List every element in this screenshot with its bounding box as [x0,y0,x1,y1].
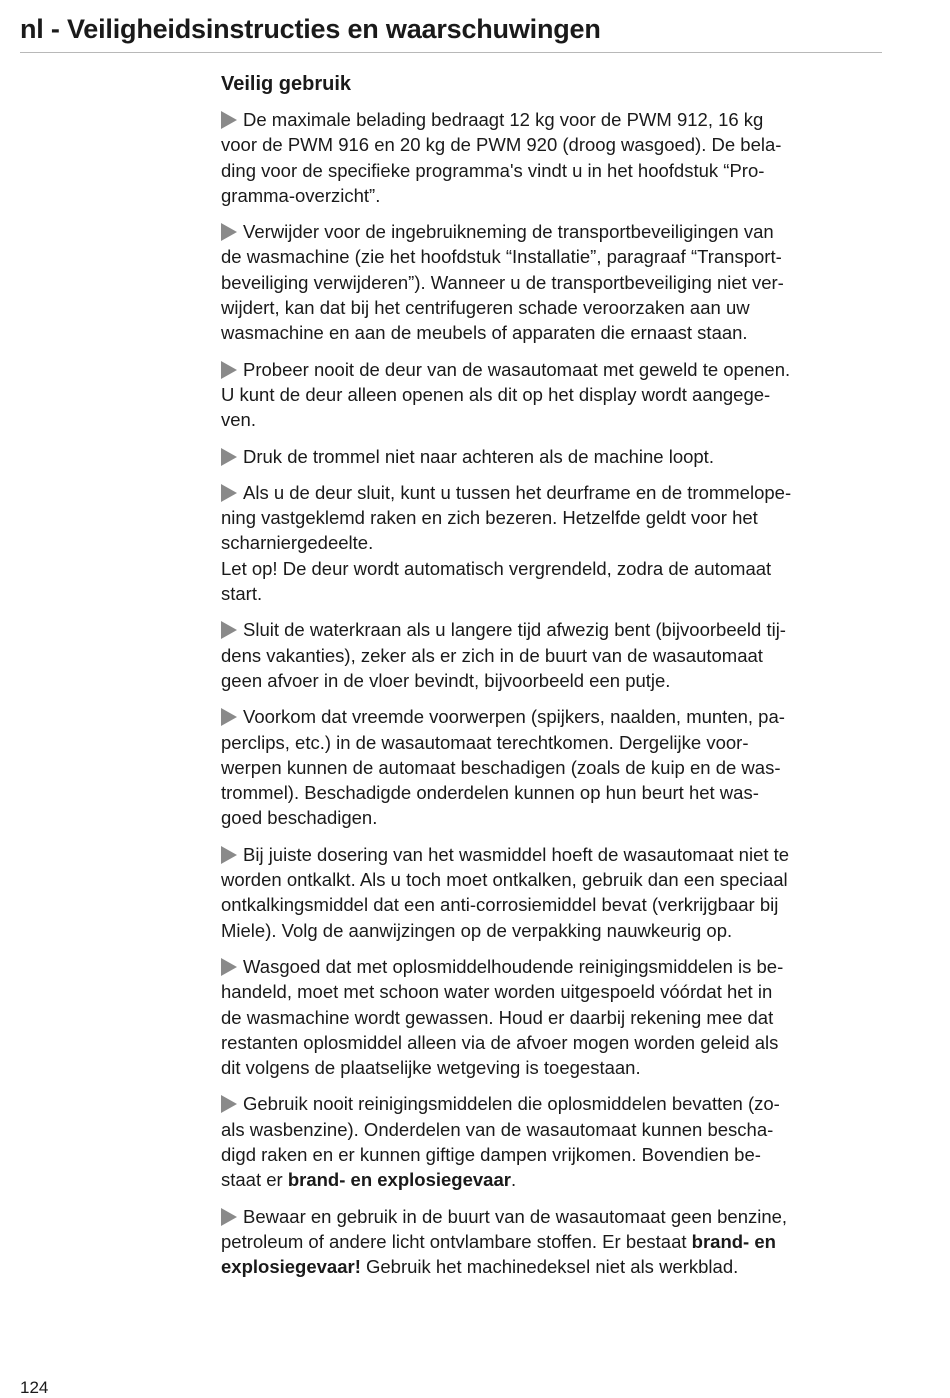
triangle-bullet-icon [221,1095,237,1113]
paragraph-text: Wasgoed dat met oplosmiddelhoudende reinigingsmiddelen is be- [243,955,784,977]
instruction-paragraph-descaling [221,842,885,943]
instruction-paragraph-water-tap [221,617,885,693]
paragraph-text: Als u de deur sluit, kunt u tussen het deurframe en de trommelope- [243,481,792,503]
paragraph-line [221,842,885,867]
instruction-paragraph-foreign-objects [221,704,885,830]
paragraph-line: dens vakanties), zeker als er zich in de buurt van de wasautomaat [221,644,763,666]
instruction-paragraph-drum [221,444,885,469]
paragraph-line: ding voor de specifieke programma's vindt u in het hoofdstuk “Pro- [221,159,765,181]
page-number: 124 [20,1378,49,1397]
paragraph-line: worden ontkalkt. Als u toch moet ontkalken, gebruik dan een speciaal [221,869,788,891]
paragraph-line [221,107,885,132]
content-column [221,70,885,1290]
instruction-paragraph-transport-safety [221,219,885,345]
triangle-bullet-icon [221,223,237,241]
section-heading: Veilig gebruik [221,73,352,95]
instruction-paragraph-door-close [221,480,885,606]
paragraph-line [221,1229,885,1254]
paragraph-line: start. [221,583,263,605]
paragraph-text: Probeer nooit de deur van de wasautomaat met geweld te openen. [243,358,791,380]
instruction-paragraph-cleaning-agents [221,1091,885,1192]
paragraph-line: trommel). Beschadigde onderdelen kunnen op hun beurt het was- [221,782,759,804]
paragraph-line: de wasmachine wordt gewassen. Houd er daarbij rekening mee dat [221,1006,774,1028]
paragraph-text: Bewaar en gebruik in de buurt van de wasautomaat geen benzine, [243,1205,788,1227]
paragraph-line [221,1091,885,1116]
page-header [20,12,882,53]
paragraph-text: Druk de trommel niet naar achteren als de machine loopt. [243,445,714,467]
triangle-bullet-icon [221,621,237,639]
warning-bold-text: explosiegevaar! [221,1256,361,1278]
paragraph-text: Gebruik het machinedeksel niet als werkblad. [360,1256,739,1278]
paragraph-line: voor de PWM 916 en 20 kg de PWM 920 (droog wasgoed). De bela- [221,134,782,156]
triangle-bullet-icon [221,958,237,976]
paragraph-text: Gebruik nooit reinigingsmiddelen die oplosmiddelen bevatten (zo- [243,1093,780,1115]
paragraph-line: Let op! De deur wordt automatisch vergrendeld, zodra de automaat [221,557,772,579]
paragraph-line [221,1167,885,1192]
paragraph-text: Verwijder voor de ingebruikneming de transportbeveiligingen van [243,221,774,243]
triangle-bullet-icon [221,708,237,726]
paragraph-line: dit volgens de plaatselijke wetgeving is toegestaan. [221,1057,641,1079]
paragraph-text: . [510,1169,517,1191]
paragraph-line: perclips, etc.) in de wasautomaat terechtkomen. Dergelijke voor- [221,731,749,753]
paragraph-line: Miele). Volg de aanwijzingen op de verpakking nauwkeurig op. [221,919,733,941]
paragraph-line: werpen kunnen de automaat beschadigen (zoals de kuip en de was- [221,756,781,778]
paragraph-line: goed beschadigen. [221,807,378,829]
paragraph-line: restanten oplosmiddel alleen via de afvoer mogen worden geleid als [221,1031,779,1053]
paragraph-line: ning vastgeklemd raken en zich bezeren. Hetzelfde geldt voor het [221,507,758,529]
page-title: nl - Veiligheidsinstructies en waarschuwingen [20,14,601,44]
paragraph-line: U kunt de deur alleen openen als dit op het display wordt aangege- [221,383,771,405]
triangle-bullet-icon [221,846,237,864]
instruction-paragraph-solvents-rinse [221,954,885,1080]
paragraph-text: Sluit de waterkraan als u langere tijd afwezig bent (bijvoorbeeld tij- [243,619,786,641]
paragraph-text: Voorkom dat vreemde voorwerpen (spijkers, naalden, munten, pa- [243,706,785,728]
paragraph-line: scharniergedeelte. [221,532,374,554]
paragraph-line: beveiliging verwijderen”). Wanneer u de transportbeveiliging niet ver- [221,271,784,293]
paragraph-line [221,480,885,505]
triangle-bullet-icon [221,484,237,502]
triangle-bullet-icon [221,1208,237,1226]
instruction-paragraph-door-force [221,357,885,433]
paragraph-line: als wasbenzine). Onderdelen van de wasautomaat kunnen bescha- [221,1118,774,1140]
paragraph-line [221,704,885,729]
paragraph-line [221,357,885,382]
paragraph-text: Bij juiste dosering van het wasmiddel hoeft de wasautomaat niet te [243,843,790,865]
paragraph-line: geen afvoer in de vloer bevindt, bijvoorbeeld een putje. [221,669,671,691]
paragraph-line [221,444,885,469]
paragraph-line [221,1254,885,1279]
warning-bold-text: brand- en [691,1230,776,1252]
paragraph-line: ven. [221,409,256,431]
triangle-bullet-icon [221,111,237,129]
paragraph-line [221,219,885,244]
paragraph-line [221,954,885,979]
warning-bold-text: brand- en explosiegevaar [287,1169,511,1191]
paragraph-line: gramma-overzicht”. [221,184,381,206]
paragraph-line: digd raken en er kunnen giftige dampen vrijkomen. Bovendien be- [221,1143,761,1165]
paragraph-line [221,1204,885,1229]
paragraph-line: handeld, moet met schoon water worden uitgespoeld vóórdat het in [221,981,773,1003]
triangle-bullet-icon [221,361,237,379]
triangle-bullet-icon [221,448,237,466]
paragraph-text: staat er [221,1169,288,1191]
paragraph-line [221,617,885,642]
paragraph-text: De maximale belading bedraagt 12 kg voor de PWM 912, 16 kg [243,109,764,130]
paragraph-text: petroleum of andere licht ontvlambare stoffen. Er bestaat [221,1230,692,1252]
instruction-paragraph-max-load [221,107,885,208]
instruction-paragraph-flammable [221,1204,885,1280]
paragraph-line: ontkalkingsmiddel dat een anti-corrosiemiddel bevat (verkrijgbaar bij [221,894,779,916]
paragraph-line: wasmachine en aan de meubels of apparaten die ernaast staan. [221,322,748,344]
paragraph-line: wijdert, kan dat bij het centrifugeren schade veroorzaken aan uw [221,297,750,319]
paragraph-line: de wasmachine (zie het hoofdstuk “Installatie”, paragraaf “Transport- [221,246,782,268]
